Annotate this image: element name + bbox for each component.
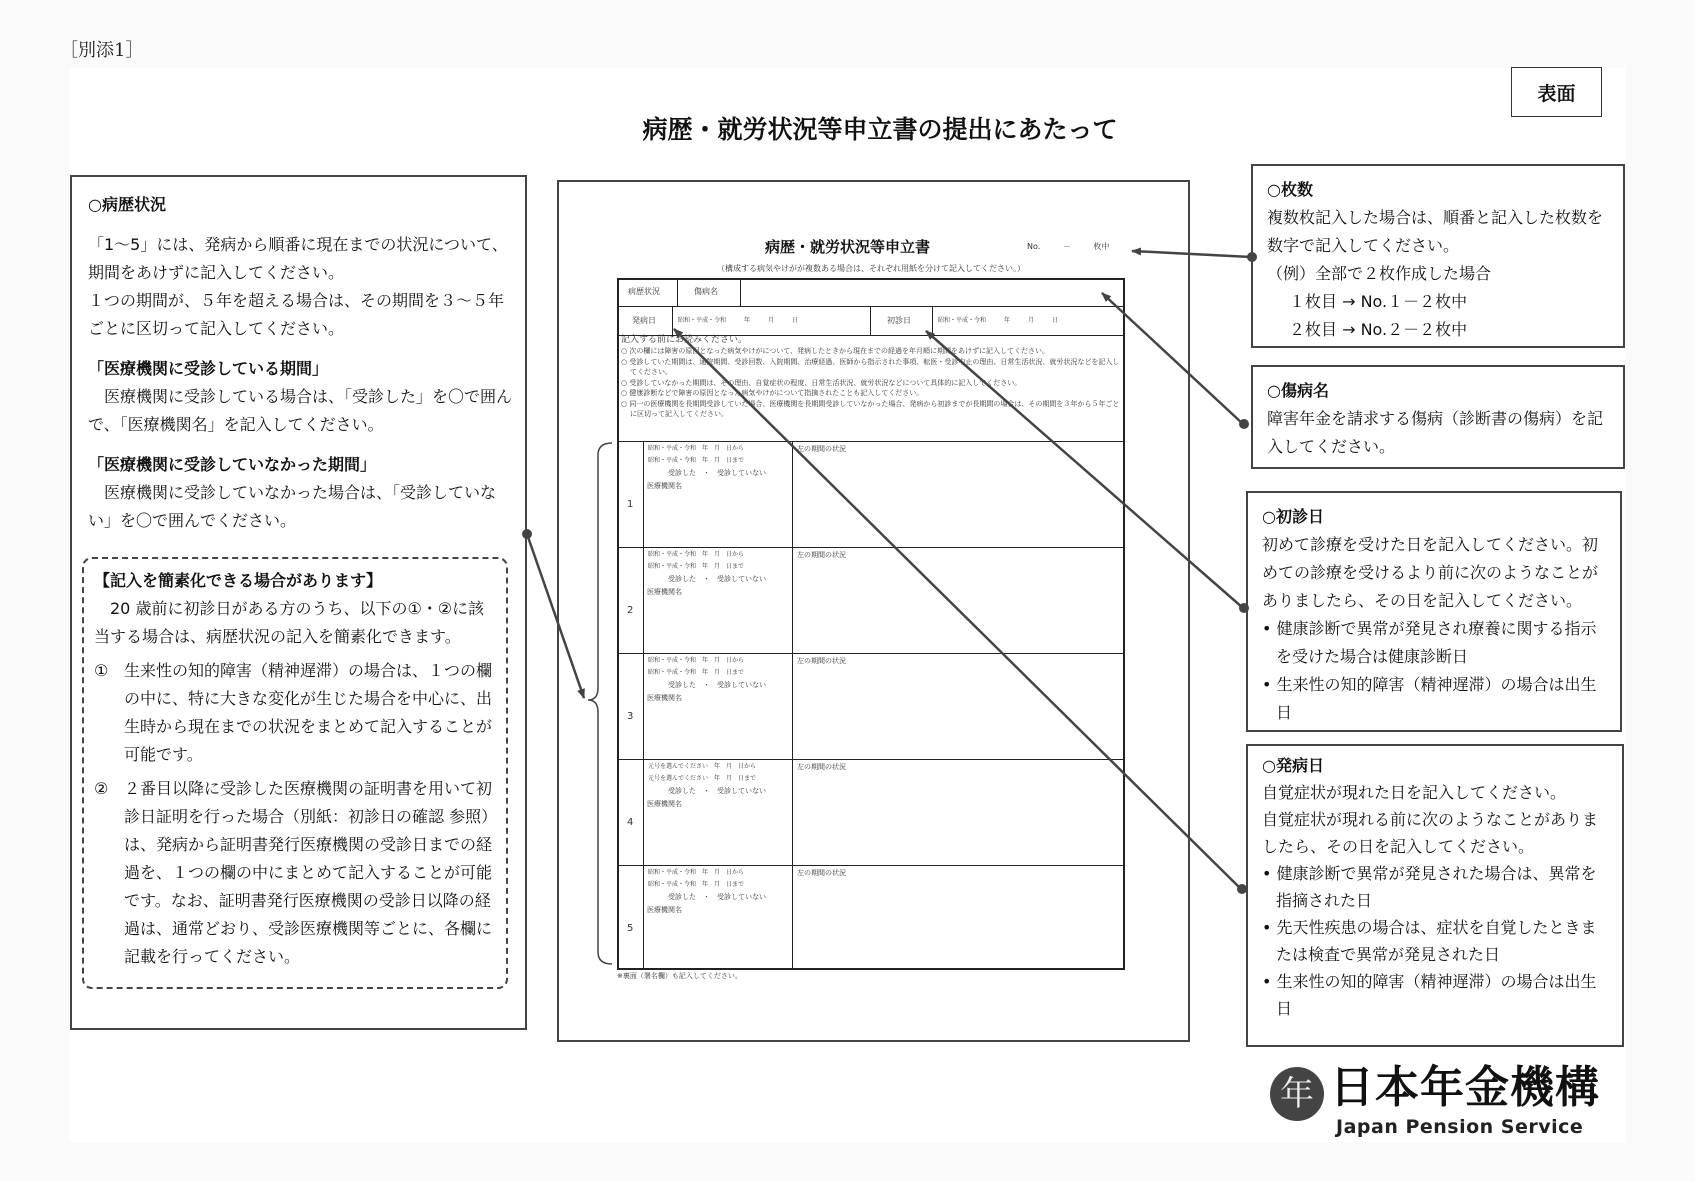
paragraph: 初めて診療を受けた日を記入してください。初めての診療を受けるより前に次のようなことがありましたら、その日を記入してください。 (1262, 535, 1599, 610)
note-intro: 20 歳前に初診日がある方のうち、以下の①・②に該当する場合は、病歴状況の記入を簡素化できます。 (94, 599, 485, 646)
arrow-onset (674, 329, 1241, 889)
note-heading: 【記入を簡素化できる場合があります】 (94, 571, 383, 590)
section-heading: ○初診日 (1262, 507, 1324, 526)
instruction-line: ○ 健康診断などで障害の原因となった病気やけがについて指摘されたことも記入してください。 (621, 389, 924, 397)
instruction-line: ○ 受診していなかった期間は、その理由、自覚症状の程度、日常生活状況、就労状況などについて具体的に記入してください。 (621, 378, 1022, 387)
logo-name-ja: 日本年金機構 (1330, 1062, 1600, 1113)
logo-mark-icon: 年 (1270, 1067, 1324, 1121)
row-hospital-name: 医療機関名 (647, 906, 682, 914)
row-visit-status: 受診した ・ 受診していない (668, 469, 766, 477)
connector-dot (522, 529, 532, 539)
item-text: ２番目以降に受診した医療機関の証明書を用いて初診日証明を行った場合（別紙：初診日の確認 参照）は、発病から証明書発行医療機関の受診日までの経過を、１つの欄の中にまとめて記入することが可能です。なお、証明書発行医療機関の受診日以降の経過は、通常どおり、受診医療機関等ごとに、各欄に記載を行ってください。 (124, 779, 493, 966)
row-period-status: 左の期間の状況 (797, 657, 846, 665)
row-from-date: 昭和・平成・令和 年 月 日から (648, 869, 745, 876)
arrow-sheets (1132, 251, 1251, 257)
section-heading: ○傷病名 (1267, 381, 1329, 400)
attachment-label: ［別添1］ (60, 40, 144, 61)
row-period-status: 左の期間の状況 (797, 445, 846, 453)
row-period-status: 左の期間の状況 (797, 869, 846, 877)
row-hospital-name: 医療機関名 (647, 588, 682, 596)
row-number: 2 (627, 605, 634, 616)
paragraph: 障害年金を請求する傷病（診断書の傷病）を記入してください。 (1267, 409, 1604, 456)
row-to-date: 昭和・平成・令和 年 月 日まで (648, 457, 745, 464)
row-hospital-name: 医療機関名 (647, 800, 682, 808)
example-line: １枚目 → No.１－２枚中 (1289, 292, 1468, 311)
section-heading: 「医療機関に受診している期間」 (88, 359, 329, 378)
page-title: 病歴・就労状況等申立書の提出にあたって (642, 115, 1118, 144)
row-visit-status: 受診した ・ 受診していない (668, 893, 766, 901)
bullet: • 生来性の知的障害（精神遅滞）の場合は出生日 (1262, 972, 1597, 1018)
side-label: 表面 (1511, 67, 1602, 117)
paragraph: 複数枚記入した場合は、順番と記入した枚数を数字で記入してください。 (1267, 208, 1604, 255)
row-period-status: 左の期間の状況 (797, 763, 846, 771)
row-to-date: 昭和・平成・令和 年 月 日まで (648, 669, 745, 676)
paragraph: 自覚症状が現れた日を記入してください。 (1262, 783, 1567, 802)
row-from-date: 昭和・平成・令和 年 月 日から (648, 657, 745, 664)
logo-name-en: Japan Pension Service (1336, 1116, 1584, 1138)
paragraph: 医療機関に受診していなかった場合は、「受診していない」を〇で囲んでください。 (88, 483, 497, 530)
row-to-date: 昭和・平成・令和 年 月 日まで (648, 881, 745, 888)
row-visit-status: 受診した ・ 受診していない (668, 681, 766, 689)
connector-dot (1239, 419, 1249, 429)
section-heading: ○枚数 (1267, 180, 1313, 199)
row-number: 5 (627, 923, 634, 934)
row-from-date: 昭和・平成・令和 年 月 日から (648, 551, 745, 558)
arrow-injury (1102, 293, 1243, 424)
row-visit-status: 受診した ・ 受診していない (668, 787, 766, 795)
paragraph: 医療機関に受診している場合は、「受診した」を〇で囲んで、「医療機関名」を記入してください。 (88, 387, 513, 434)
row-number: 3 (627, 711, 634, 722)
instruction-line: 記入する前にお読みください。 (621, 335, 748, 345)
row-hospital-name: 医療機関名 (647, 694, 682, 702)
item-number: ① (94, 661, 109, 680)
form-title: 病歴・就労状況等申立書 (765, 238, 931, 256)
instruction-line: ○ 受診していた期間は、通院期間、受診回数、入院期間、治療経過、医師から指示された事項、転医・受診中止の理由、日常生活状況、就労状況などを記入してください。 (621, 357, 1120, 376)
bullet: • 健康診断で異常が発見された場合は、異常を指摘された日 (1262, 864, 1597, 910)
row-from-date: 元号を選んでください 年 月 日から (648, 763, 757, 770)
row-period-status: 左の期間の状況 (797, 551, 846, 559)
form-onset-date: 昭和・平成・令和 年 月 日 (678, 317, 799, 324)
bullet: • 生来性の知的障害（精神遅滞）の場合は出生日 (1262, 675, 1597, 722)
bullet: • 健康診断で異常が発見され療養に関する指示を受けた場合は健康診断日 (1262, 619, 1597, 666)
connector-dot (1239, 603, 1249, 613)
row-to-date: 昭和・平成・令和 年 月 日まで (648, 563, 745, 570)
section-heading: 「医療機関に受診していなかった期間」 (88, 455, 377, 474)
paragraph: 自覚症状が現れる前に次のようなことがありましたら、その日を記入してください。 (1262, 810, 1599, 856)
instruction-line: ○ 次の欄には障害の原因となった病気やけがについて、発病したときから現在までの経過を年月順に期間をあけずに記入してください。 (621, 347, 1050, 355)
section-heading: ○発病日 (1262, 756, 1324, 775)
form-first-visit-date: 昭和・平成・令和 年 月 日 (938, 317, 1059, 324)
form-label-history: 病歴状況 (628, 287, 660, 296)
example-line: ２枚目 → No.２－２枚中 (1289, 320, 1468, 339)
item-number: ② (94, 779, 109, 798)
item-text: 生来性の知的障害（精神遅滞）の場合は、１つの欄の中に、特に大きな変化が生じた場合を中心に、出生時から現在までの状況をまとめて記入することが可能です。 (124, 661, 493, 764)
example-heading: （例）全部で２枚作成した場合 (1267, 264, 1492, 283)
rows-bracket (588, 443, 612, 964)
form-sheet-number: No. － 枚中 (1027, 242, 1110, 251)
form-footer: ※裏面（署名欄）も記入してください。 (617, 972, 742, 980)
form-label-first-visit: 初診日 (887, 316, 911, 325)
row-from-date: 昭和・平成・令和 年 月 日から (648, 445, 745, 452)
form-subtitle: （構成する病気やけがが複数ある場合は、それぞれ用紙を分けて記入してください。） (717, 264, 1025, 273)
form-label-onset: 発病日 (632, 316, 656, 325)
jps-logo (1270, 1062, 1600, 1139)
instruction-line: ○ 同一の医療機関を長期間受診していた場合、医療機関を長期間受診していなかった場合、発病から初診までが長期間の場合は、その期間を３年から５年ごとに区切って記入してください。 (621, 399, 1120, 418)
row-to-date: 元号を選んでください 年 月 日まで (648, 775, 757, 782)
row-visit-status: 受診した ・ 受診していない (668, 575, 766, 583)
connector-dot (1247, 252, 1257, 262)
row-number: 4 (627, 817, 634, 828)
bullet: • 先天性疾患の場合は、症状を自覚したときまたは検査で異常が発見された日 (1262, 918, 1597, 964)
connector-dot (1237, 884, 1247, 894)
row-hospital-name: 医療機関名 (647, 482, 682, 490)
paragraph: １つの期間が、５年を超える場合は、その期間を３～５年ごとに区切って記入してください。 (88, 291, 505, 338)
form-label-injury: 傷病名 (694, 287, 718, 296)
arrow-history (527, 534, 584, 698)
row-number: 1 (627, 499, 634, 510)
arrow-first-visit (926, 331, 1243, 608)
section-heading: ○病歴状況 (88, 195, 166, 214)
paragraph: 「1～5」には、発病から順番に現在までの状況について、期間をあけずに記入してください。 (88, 235, 508, 282)
